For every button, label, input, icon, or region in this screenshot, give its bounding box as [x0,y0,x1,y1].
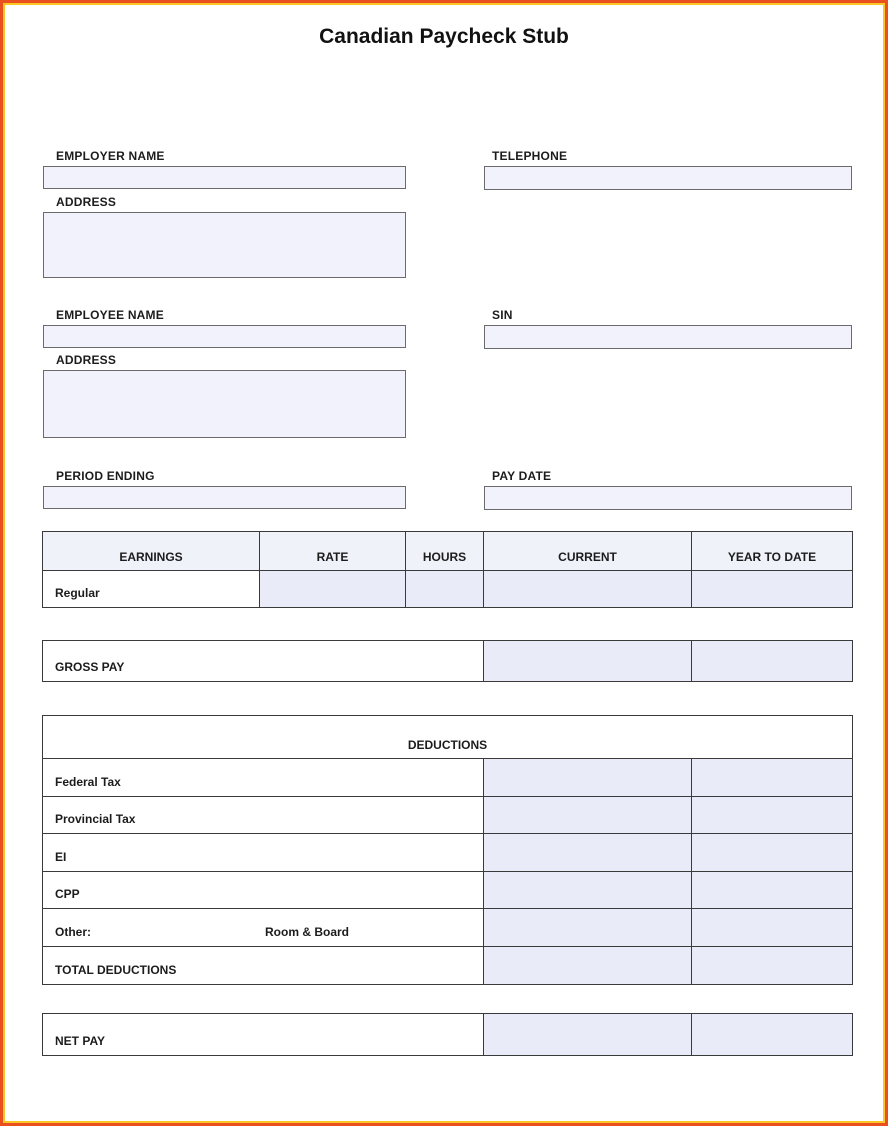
pay-date-input[interactable] [484,486,852,510]
earnings-current-cell[interactable] [484,571,692,607]
deduction-ytd-cell[interactable] [692,872,852,910]
earnings-rate-cell[interactable] [260,571,406,607]
deduction-ytd-cell[interactable] [692,909,852,947]
employer-address-input[interactable] [43,212,406,278]
deduction-current-cell[interactable] [484,909,692,947]
rate-header: RATE [260,532,406,571]
deduction-label-ei: EI [43,834,484,872]
gross-pay-table [42,640,853,682]
period-ending-input[interactable] [43,486,406,509]
deduction-ytd-cell[interactable] [692,834,852,872]
employer-name-input[interactable] [43,166,406,189]
deduction-label-federal-tax: Federal Tax [43,759,484,797]
earnings-header: EARNINGS [43,532,260,571]
other-note: Room & Board [265,924,349,939]
net-pay-current-cell[interactable] [484,1014,692,1055]
deduction-ytd-cell[interactable] [692,947,852,985]
deduction-label-provincial-tax: Provincial Tax [43,797,484,835]
earnings-ytd-cell[interactable] [692,571,852,607]
deduction-current-cell[interactable] [484,759,692,797]
employer-address-label: ADDRESS [56,195,117,209]
sin-input[interactable] [484,325,852,349]
gross-pay-ytd-cell[interactable] [692,641,852,681]
deduction-current-cell[interactable] [484,947,692,985]
employee-address-label: ADDRESS [56,353,117,367]
deduction-label-other [43,909,484,947]
net-pay-label: NET PAY [43,1014,484,1055]
net-pay-table [42,1013,853,1056]
employee-address-input[interactable] [43,370,406,438]
net-pay-ytd-cell[interactable] [692,1014,852,1055]
hours-header: HOURS [406,532,484,571]
employee-name-input[interactable] [43,325,406,348]
deduction-ytd-cell[interactable] [692,797,852,835]
deductions-title: DEDUCTIONS [43,716,852,759]
earnings-table [42,531,853,608]
current-header: CURRENT [484,532,692,571]
telephone-input[interactable] [484,166,852,190]
deduction-current-cell[interactable] [484,834,692,872]
page-title: Canadian Paycheck Stub [319,25,569,48]
deduction-current-cell[interactable] [484,797,692,835]
other-label: Other: [55,924,91,939]
gross-pay-current-cell[interactable] [484,641,692,681]
earnings-hours-cell[interactable] [406,571,484,607]
employer-name-label: EMPLOYER NAME [56,149,165,163]
pay-date-label: PAY DATE [492,469,552,483]
employee-name-label: EMPLOYEE NAME [56,308,164,322]
telephone-label: TELEPHONE [492,149,568,163]
year-to-date-header: YEAR TO DATE [692,532,852,571]
sin-label: SIN [492,308,513,322]
period-ending-label: PERIOD ENDING [56,469,155,483]
gross-pay-label: GROSS PAY [43,641,484,681]
deduction-label-cpp: CPP [43,872,484,910]
total-deductions-label: TOTAL DEDUCTIONS [43,947,484,985]
deduction-current-cell[interactable] [484,872,692,910]
deductions-table [42,715,853,985]
earnings-row-label: Regular [43,571,260,607]
deduction-ytd-cell[interactable] [692,759,852,797]
